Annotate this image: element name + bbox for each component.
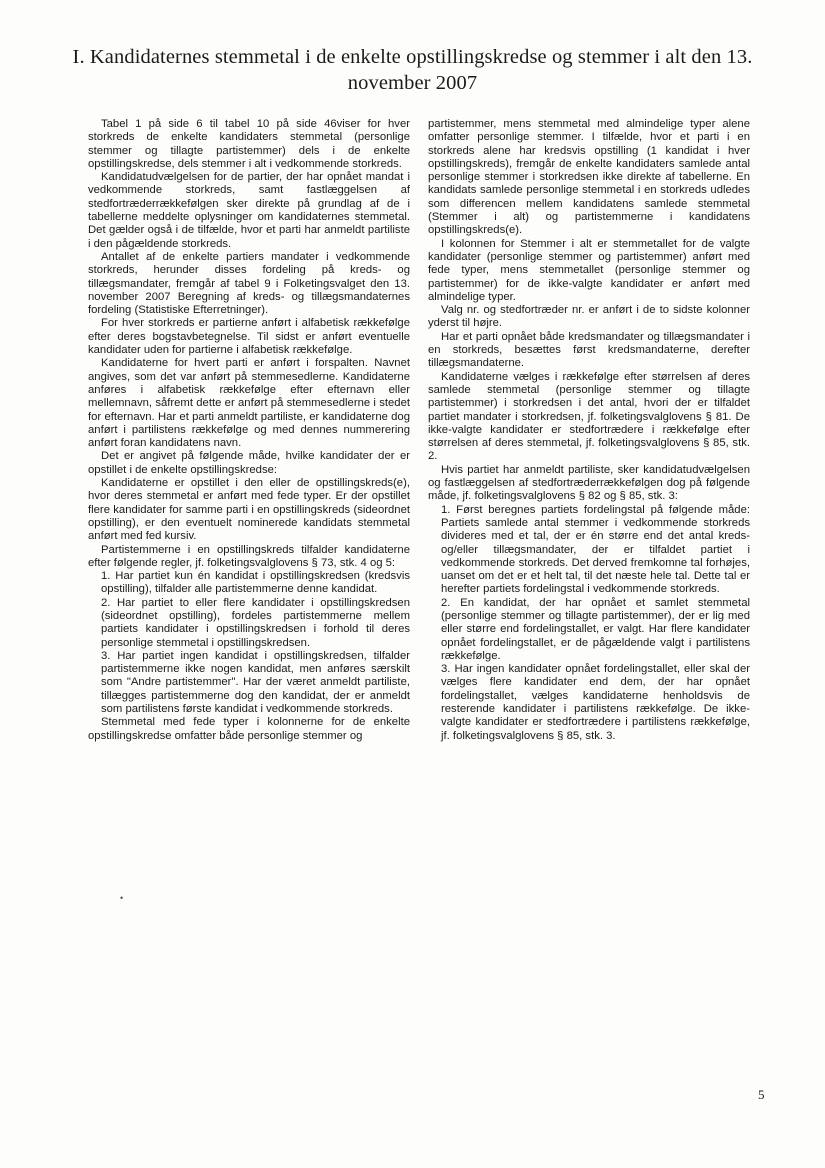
list-item: 2. En kandidat, der har opnået et samlet stemmetal (personlige stemmer og tillagte partistemmer), der er lig med eller større end fordelingstallet, er valgt. Har flere kandidater opnået fordelingstallet, er de pågældende valgt i partilistens rækkefølge.	[441, 596, 750, 662]
paragraph: Kandidatudvælgelsen for de partier, der har opnået mandat i vedkommende storkreds, samt fastlæggelsen af stedfortræderrækkefølgen sker direkte på grundlag af de i tabellerne meddelte oplysninger om kandidaternes stemmetal. Det gælder også i de tilfælde, hvor et parti har anmeldt partiliste i den pågældende storkreds.	[88, 171, 410, 250]
paragraph: I kolonnen for Stemmer i alt er stemmetallet for de valgte kandidater (personlige stemmer og partistemmer) anført med fede typer, mens stemmetallet (personlige stemmer og partistemmer) for de ikke-valgte kandidater er anført med almindelige typer.	[428, 237, 750, 303]
list-item: 2. Har partiet to eller flere kandidater i opstillingskredsen (sideordnet opstilling), fordeles partistemmerne mellem partiets kandidater i opstillingskredsen i forhold til deres personlige stemmetal i opstillingskredsen.	[101, 596, 410, 649]
list-item: 1. Først beregnes partiets fordelingstal på følgende måde: Partiets samlede antal stemmer i vedkommende storkreds divideres med et tal, der er én større end det antal kreds- og/eller tillægsmandater, der er tilfaldet partiet i vedkommende storkreds. Det derved fremkomne tal forhøjes, uanset om det er et helt tal, til det næste hele tal. Dette tal er herefter partiets fordelingstal i vedkommende storkreds.	[441, 503, 750, 596]
scan-speck: •	[120, 893, 124, 903]
paragraph: Partistemmerne i en opstillingskreds tilfalder kandidaterne efter følgende regler, jf. folketingsvalglovens § 73, stk. 4 og 5:	[88, 543, 410, 569]
paragraph: partistemmer, mens stemmetal med almindelige typer alene omfatter personlige stemmer. I tilfælde, hvor et parti i en storkreds alene har kredsvis opstilling (1 kandidat i hver opstillingskreds), fremgår de enkelte kandidaters samlede antal personlige stemmer i storkredsen ikke direkte af tabellerne. En kandidats samlede personlige stemmetal i en storkreds udledes som differencen mellem kandidatens samlede stemmetal (Stemmer i alt) og partistemmerne i kandidatens opstillingskreds(e).	[428, 118, 750, 237]
right-column	[428, 118, 750, 743]
paragraph: Har et parti opnået både kredsmandater og tillægsmandater i en storkreds, besættes først kredsmandaterne, derefter tillægsmandaterne.	[428, 330, 750, 370]
paragraph: For hver storkreds er partierne anført i alfabetisk rækkefølge efter deres bogstavbetegnelse. Til sidst er anført eventuelle kandidater uden for partierne i alfabetisk rækkefølge.	[88, 317, 410, 357]
paragraph: Tabel 1 på side 6 til tabel 10 på side 46viser for hver storkreds de enkelte kandidaters stemmetal (personlige stemmer og tillagte partistemmer) dels i de enkelte opstillingskredse, dels stemmer i alt i vedkommende storkreds.	[88, 118, 410, 170]
paragraph: Kandidaterne er opstillet i den eller de opstillingskreds(e), hvor deres stemmetal er anført med fede typer. Er der opstillet flere kandidater for samme parti i en opstillingskreds (sideordnet opstilling), er den eventuelt nominerede kandidats stemmetal anført med fed kursiv.	[88, 477, 410, 543]
page-number: 5	[758, 1087, 765, 1102]
paragraph: Det er angivet på følgende måde, hvilke kandidater der er opstillet i de enkelte opstillingskredse:	[88, 450, 410, 476]
left-column	[88, 118, 410, 743]
list-item: 3. Har ingen kandidater opnået fordelingstallet, eller skal der vælges flere kandidater end dem, der har opnået fordelingstallet, vælges kandidaterne henholdsvis de resterende kandidater i partilistens rækkefølge. De ikke-valgte kandidater er stedfortrædere i partilistens rækkefølge, jf. folketingsvalglovens § 85, stk. 3.	[441, 663, 750, 742]
paragraph: Valg nr. og stedfortræder nr. er anført i de to sidste kolonner yderst til højre.	[428, 304, 750, 330]
page-title: I. Kandidaternes stemmetal i de enkelte opstillingskredse og stemmer i alt den 13. november 2007	[72, 46, 753, 94]
paragraph: Stemmetal med fede typer i kolonnerne for de enkelte opstillingskredse omfatter både personlige stemmer og	[88, 716, 410, 742]
paragraph: Antallet af de enkelte partiers mandater i vedkommende storkreds, herunder disses fordeling på kreds- og tillægsmandater, fremgår af tabel 9 i Folketingsvalget den 13. november 2007 Beregning af kreds- og tillægsmandaternes fordeling (Statistiske Efterretninger).	[88, 250, 410, 317]
paragraph: Hvis partiet har anmeldt partiliste, sker kandidatudvælgelsen og fastlæggelsen af stedfortræderrækkefølgen dog på følgende måde, jf. folketingsvalglovens § 82 og § 85, stk. 3:	[428, 463, 750, 503]
paragraph: Kandidaterne vælges i rækkefølge efter størrelsen af deres samlede stemmetal (personlige stemmer og tillagte partistemmer) i storkredsen i det antal, hvori der er tilfaldet partiet mandater i storkredsen, jf. folketingsvalglovens § 81. De ikke-valgte kandidater er stedfortrædere i rækkefølge efter størrelsen af deres stemmetal, jf. folketingsvalglovens § 85, stk. 2.	[428, 370, 750, 463]
list-item: 3. Har partiet ingen kandidat i opstillingskredsen, tilfalder partistemmerne ikke nogen kandidat, men anføres særskilt som "Andre partistemmer". Har der været anmeldt partiliste, tillægges partistemmerne dog den kandidat, der er anmeldt som partilistens første kandidat i vedkommende storkreds.	[101, 649, 410, 716]
list-item: 1. Har partiet kun én kandidat i opstillingskredsen (kredsvis opstilling), tilfalder alle partistemmerne denne kandidat.	[101, 570, 410, 596]
paragraph: Kandidaterne for hvert parti er anført i forspalten. Navnet angives, som det var anført på stemmesedlerne. Kandidaterne anføres i alfabetisk rækkefølge efter efternavn eller mellemnavn, såfremt dette er anført på stemmesedlerne i stedet for efternavn. Har et parti anmeldt partiliste, er kandidaterne dog anført i partilistens rækkefølge og med dennes nummerering anført foran kandidatens navn.	[88, 357, 410, 450]
